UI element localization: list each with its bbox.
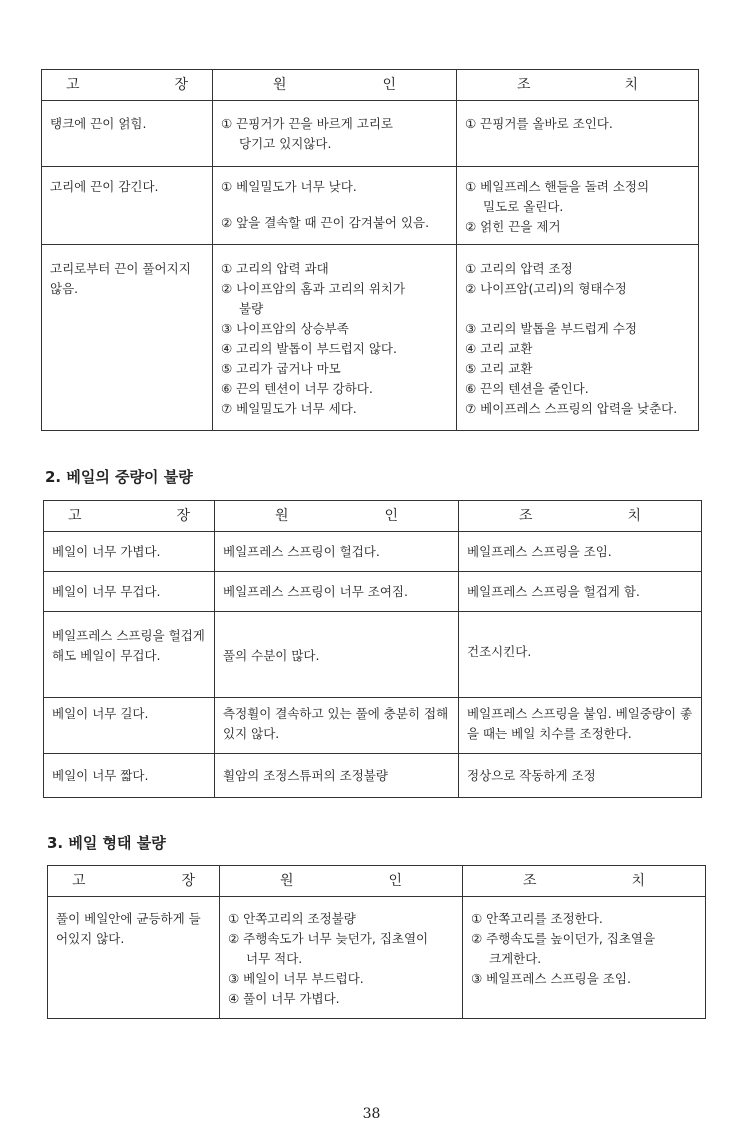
fault-cell: 베일이 너무 짧다. — [44, 754, 215, 798]
header-fault: 고 장 — [44, 501, 215, 532]
troubleshooting-table-3 — [47, 865, 706, 1019]
table-row — [44, 532, 702, 572]
fault-cell: 탱크에 끈이 얽힘. — [42, 101, 213, 167]
header-action: 조 치 — [457, 70, 699, 101]
header-action: 조 치 — [459, 501, 702, 532]
cause-cell: ① 베일밀도가 너무 낮다. ② 앞을 결속할 때 끈이 감겨붙어 있음. — [213, 167, 457, 245]
fault-cell: 고리에 끈이 감긴다. — [42, 167, 213, 245]
troubleshooting-table-1 — [41, 69, 699, 431]
section-2-title: 2. 베일의 중량이 불량 — [45, 468, 193, 486]
fault-cell: 고리로부터 끈이 풀어지지 않음. — [42, 245, 213, 431]
action-cell: 베일프레스 스프링을 조임. — [459, 532, 702, 572]
cause-cell: ① 고리의 압력 과대 ② 나이프암의 홈과 고리의 위치가 불량 ③ 나이프암의 상승부족 ④ 고리의 발톱이 부드럽지 않다. ⑤ 고리가 굽거나 마모 ⑥ 끈의 텐션이 너무 강하다. ⑦ 베일밀도가 너무 세다. — [213, 245, 457, 431]
troubleshooting-table-2 — [43, 500, 702, 798]
table-header-row — [42, 70, 699, 101]
fault-cell: 베일이 너무 무겁다. — [44, 572, 215, 612]
cause-cell: 휠암의 조정스튜퍼의 조정불량 — [215, 754, 459, 798]
page-number: 38 — [362, 1106, 381, 1122]
table-row — [44, 754, 702, 798]
fault-cell: 풀이 베일안에 균등하게 들어있지 않다. — [48, 897, 220, 1019]
header-cause: 원 인 — [220, 866, 463, 897]
cause-cell: 풀의 수분이 많다. — [215, 612, 459, 698]
fault-cell: 베일이 너무 길다. — [44, 698, 215, 754]
fault-cell: 베일프레스 스프링을 헐겁게 해도 베일이 무겁다. — [44, 612, 215, 698]
action-cell: 정상으로 작동하게 조정 — [459, 754, 702, 798]
header-fault: 고 장 — [48, 866, 220, 897]
cause-cell: ① 안쪽고리의 조정불량 ② 주행속도가 너무 늦던가, 집초열이 너무 적다. ③ 베일이 너무 부드럽다. ④ 풀이 너무 가볍다. — [220, 897, 463, 1019]
cause-cell: 측정휠이 결속하고 있는 풀에 충분히 접해 있지 않다. — [215, 698, 459, 754]
cause-cell: ① 끈핑거가 끈을 바르게 고리로 당기고 있지않다. — [213, 101, 457, 167]
fault-cell: 베일이 너무 가볍다. — [44, 532, 215, 572]
section-3-title: 3. 베일 형태 불량 — [47, 834, 166, 852]
table-header-row — [44, 501, 702, 532]
header-cause: 원 인 — [215, 501, 459, 532]
header-fault: 고 장 — [42, 70, 213, 101]
header-cause: 원 인 — [213, 70, 457, 101]
action-cell: 베일프레스 스프링을 헐겁게 함. — [459, 572, 702, 612]
table-row — [44, 612, 702, 698]
table-row — [42, 101, 699, 167]
action-cell: ① 끈핑거를 올바로 조인다. — [457, 101, 699, 167]
table-row — [44, 572, 702, 612]
action-cell: ① 베일프레스 핸들을 돌려 소정의 밀도로 올린다. ② 얽힌 끈을 제거 — [457, 167, 699, 245]
action-cell: ① 고리의 압력 조정 ② 나이프암(고리)의 형태수정 ③ 고리의 발톱을 부드럽게 수정 ④ 고리 교환 ⑤ 고리 교환 ⑥ 끈의 텐션을 줄인다. ⑦ 베이프레스 스프링의 압력을 낮춘다. — [457, 245, 699, 431]
cause-cell: 베일프레스 스프링이 헐겁다. — [215, 532, 459, 572]
action-cell: ① 안쪽고리를 조정한다. ② 주행속도를 높이던가, 집초열을 크게한다. ③ 베일프레스 스프링을 조임. — [463, 897, 706, 1019]
table-header-row — [48, 866, 706, 897]
cause-cell: 베일프레스 스프링이 너무 조여짐. — [215, 572, 459, 612]
action-cell: 건조시킨다. — [459, 612, 702, 698]
table-row — [44, 698, 702, 754]
header-action: 조 치 — [463, 866, 706, 897]
table-row — [42, 167, 699, 245]
action-cell: 베일프레스 스프링을 붙임. 베일중량이 좋을 때는 베일 치수를 조정한다. — [459, 698, 702, 754]
table-row — [42, 245, 699, 431]
table-row — [48, 897, 706, 1019]
